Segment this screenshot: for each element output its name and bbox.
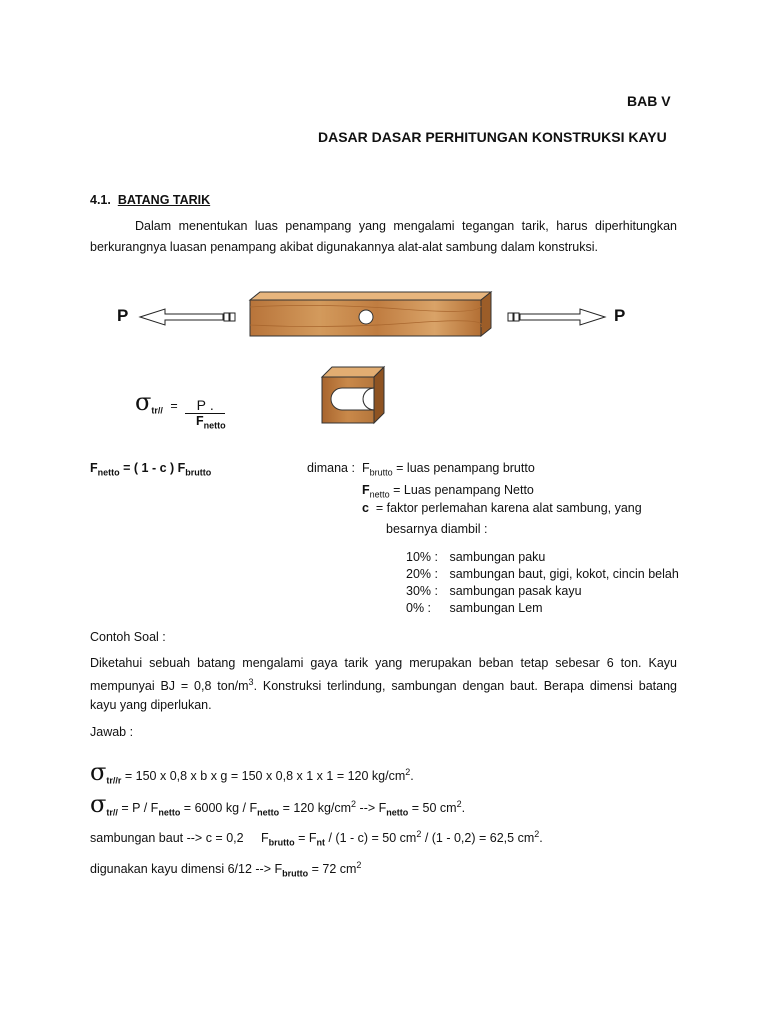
example-heading: Contoh Soal :	[90, 630, 166, 644]
definition-c: c = faktor perlemahan karena alat sambung, yang	[362, 501, 642, 515]
definition-brutto: $F_{brutto}$ = luas penampang brutto	[362, 461, 535, 478]
denominator: $F_{netto}$	[196, 414, 226, 431]
sigma-symbol: σ	[90, 758, 107, 786]
example-line-2: mempunyai BJ = 0,8 ton/$m^3$. Konstruksi terlindung, sambungan dengan baut. Berapa dimensi batang	[90, 677, 678, 694]
section-heading	[90, 193, 210, 207]
numerator: P .	[185, 397, 225, 414]
factor-item: 10% : sambungan paku	[406, 550, 546, 564]
netto-formula: $F_{netto}$ = ( 1 - c ) $F_{brutto}$	[90, 461, 212, 478]
cross-section-block	[322, 367, 384, 423]
answer-equation-1: $\sigma_{tr//r} = 150$ x 0,8 x b x g = 150 x 0,8 x 1 x 1 = 120 $kg/cm^2$.	[90, 758, 414, 786]
equals-sign: =	[170, 399, 178, 413]
answer-equation-2: $\sigma_{tr//} = P / F_{netto} = 6000$ kg / $F_{netto} = 120$ $kg/cm^2$ --> $F_{netto} = 50$ $cm^2$.	[90, 790, 466, 818]
sigma-subscript: tr//	[151, 405, 163, 416]
page-title: DASAR DASAR PERHITUNGAN KONSTRUKSI KAYU	[318, 129, 667, 145]
force-label-left: P	[117, 306, 129, 325]
tension-member-figure	[0, 285, 768, 425]
factor-item: 0% : sambungan Lem	[406, 601, 543, 615]
answer-equation-4: digunakan kayu dimensi 6/12 --> $F_{brutto} = 72$ $cm^2$	[90, 860, 362, 879]
chapter-heading: BAB V	[627, 93, 671, 109]
definition-netto: $F_{netto}$ = Luas penampang Netto	[362, 483, 534, 500]
answer-equation-3: sambungan baut --> c = 0,2 $F_{brutto} = F_{nt} / (1 - c) = 50$ $cm^2 / (1 - 0,2) = 62,5$ $cm^2$.	[90, 829, 543, 848]
force-label-right: P	[614, 306, 626, 325]
definition-c-continued: besarnya diambil :	[386, 522, 488, 536]
definitions-label: dimana :	[307, 461, 355, 475]
example-line-3: kayu yang diperlukan.	[90, 698, 212, 712]
right-force-arrow	[508, 309, 605, 325]
section-number: 4.1.	[90, 193, 111, 207]
sigma-symbol: σ	[135, 388, 152, 416]
factor-item: 20% : sambungan baut, gigi, kokot, cincin belah	[406, 567, 679, 581]
sigma-symbol: σ	[90, 790, 107, 818]
intro-line-2: berkurangnya luasan penampang akibat digunakannya alat-alat sambung dalam konstruksi.	[90, 240, 598, 254]
left-force-arrow	[140, 309, 235, 325]
example-line-1: Diketahui sebuah batang mengalami gaya tarik yang merupakan beban tetap sebesar 6 ton. Kayu	[90, 656, 677, 670]
answer-heading: Jawab :	[90, 725, 134, 739]
wood-bar	[250, 292, 491, 336]
section-title: BATANG TARIK	[117, 193, 211, 207]
stress-formula	[135, 388, 225, 416]
intro-line-1: Dalam menentukan luas penampang yang mengalami tegangan tarik, harus diperhitungkan	[135, 219, 677, 233]
factor-item: 30% : sambungan pasak kayu	[406, 584, 582, 598]
